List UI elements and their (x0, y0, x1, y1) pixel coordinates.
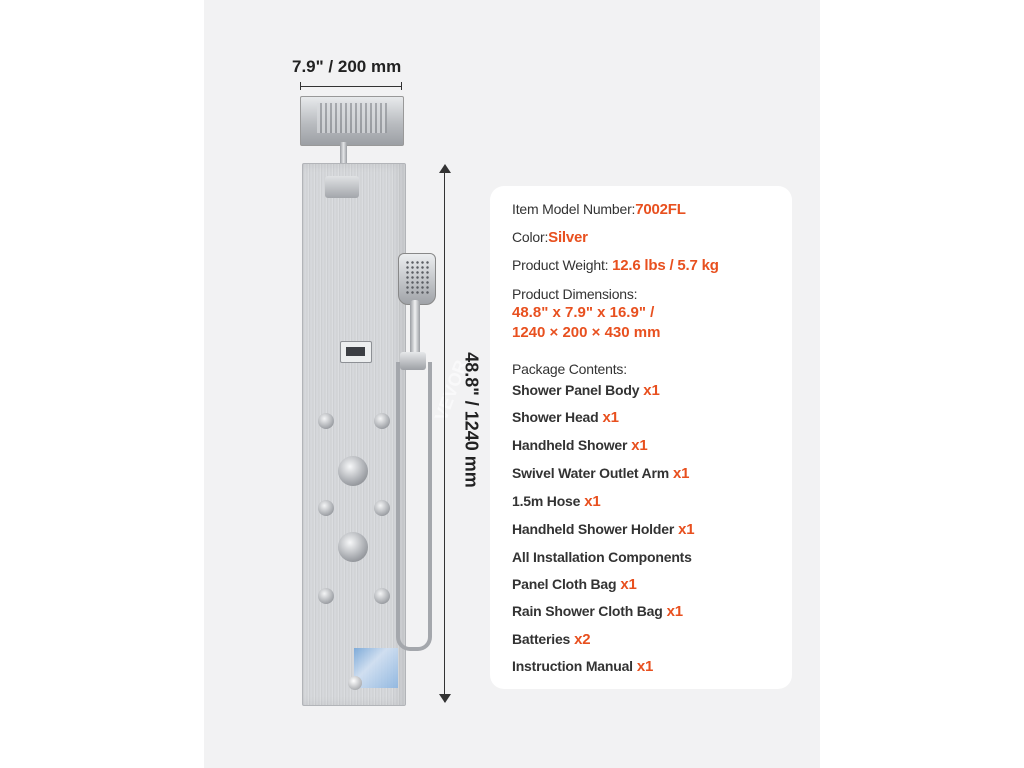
body-jet (374, 588, 390, 604)
color-value: Silver (548, 229, 588, 246)
arrow-up-icon (439, 164, 451, 173)
dimensions-value-metric: 1240 × 200 × 430 mm (512, 324, 661, 341)
body-jet (318, 588, 334, 604)
height-dimension-label: 48.8" / 1240 mm (461, 352, 482, 488)
color-row (512, 229, 588, 246)
arrow-down-icon (439, 694, 451, 703)
weight-label: Product Weight: (512, 257, 609, 273)
list-item: Panel Cloth Bag x1 (512, 576, 637, 593)
temperature-display (340, 341, 372, 363)
control-knob (348, 676, 362, 690)
dimensions-label: Product Dimensions: (512, 286, 638, 302)
body-jet (318, 500, 334, 516)
model-label: Item Model Number: (512, 201, 636, 217)
list-item: Shower Panel Body x1 (512, 382, 660, 399)
body-jet (318, 413, 334, 429)
model-value: 7002FL (635, 201, 686, 218)
shower-hose (396, 362, 432, 651)
handheld-shower-head (398, 253, 436, 305)
list-item: Instruction Manual x1 (512, 658, 654, 675)
width-dimension-line (300, 86, 402, 87)
dimensions-value-imperial: 48.8" x 7.9" x 16.9" / (512, 304, 655, 321)
body-jet (374, 413, 390, 429)
list-item: Swivel Water Outlet Arm x1 (512, 465, 690, 482)
handheld-shower-handle (410, 300, 420, 360)
waterfall-outlet (338, 456, 368, 486)
height-dimension-line (444, 166, 445, 702)
width-dimension-label: 7.9" / 200 mm (292, 57, 402, 76)
body-jet (374, 500, 390, 516)
list-item: Rain Shower Cloth Bag x1 (512, 603, 683, 620)
rain-shower-head (300, 96, 404, 146)
shower-panel-body (302, 163, 406, 706)
weight-row (512, 257, 719, 274)
list-item: Batteries x2 (512, 631, 591, 648)
handheld-shower-holder (400, 352, 426, 370)
list-item: Handheld Shower Holder x1 (512, 521, 695, 538)
list-item: All Installation Components (512, 549, 692, 565)
package-contents-label: Package Contents: (512, 361, 627, 377)
weight-value: 12.6 lbs / 5.7 kg (612, 257, 719, 274)
color-label: Color: (512, 229, 549, 245)
list-item: Shower Head x1 (512, 409, 619, 426)
swivel-outlet-arm (325, 176, 359, 198)
list-item: 1.5m Hose x1 (512, 493, 601, 510)
diverter-knob (338, 532, 368, 562)
list-item: Handheld Shower x1 (512, 437, 648, 454)
model-row (512, 201, 686, 218)
watermark: VEVOR (430, 357, 472, 424)
